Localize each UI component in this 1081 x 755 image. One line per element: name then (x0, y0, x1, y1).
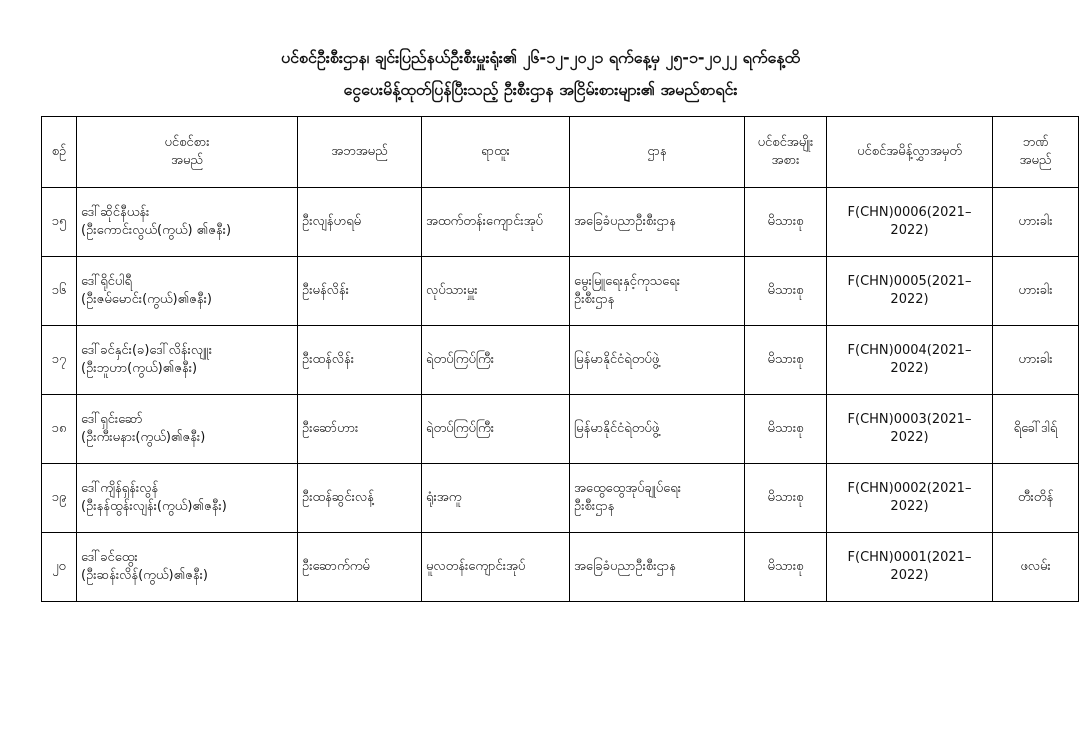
cell-father-name: ဦးထန်လိန်း (298, 326, 422, 395)
table-row (42, 326, 1079, 395)
cell-pension-type: မိသားစု (745, 464, 827, 533)
cell-bank-name: ဟားခါး (993, 188, 1079, 257)
cell-serial: ၁၉ (42, 464, 77, 533)
cell-bank-name: ရိခေါ်ဒါရ် (993, 395, 1079, 464)
cell-position: မူလတန်းကျောင်းအုပ် (422, 533, 570, 602)
cell-pensioner-name: ဒေါ်ခင်ထွေး (ဦးဆန်းလိန်(ကွယ်)၏ဇနီး) (77, 533, 298, 602)
cell-position: ရဲတပ်ကြပ်ကြီး (422, 326, 570, 395)
cell-father-name: ဦးမန်လိန်း (298, 257, 422, 326)
header-pension-order-no: ပင်စင်အမိန့်လွှာအမှတ် (827, 117, 993, 188)
cell-bank-name: ဖလမ်း (993, 533, 1079, 602)
cell-father-name: ဦးထန်ဆွင်းလန့် (298, 464, 422, 533)
header-pensioner-name: ပင်စင်စား အမည် (77, 117, 298, 188)
cell-pension-type: မိသားစု (745, 533, 827, 602)
cell-position: ရုံးအကူ (422, 464, 570, 533)
cell-pension-order-no: F(CHN)0002(2021–2022) (827, 464, 993, 533)
cell-serial: ၁၅ (42, 188, 77, 257)
cell-bank-name: ဟားခါး (993, 257, 1079, 326)
cell-serial: ၁၆ (42, 257, 77, 326)
cell-department: မြန်မာနိုင်ငံရဲတပ်ဖွဲ့ (570, 395, 745, 464)
table-row (42, 533, 1079, 602)
cell-position: အထက်တန်းကျောင်းအုပ် (422, 188, 570, 257)
cell-serial: ၂၀ (42, 533, 77, 602)
header-bank-name: ဘဏ် အမည် (993, 117, 1079, 188)
cell-department: မွေးမြူရေးနှင့်ကုသရေး ဦးစီးဌာန (570, 257, 745, 326)
pensioner-table (41, 116, 1079, 602)
cell-position: လုပ်သားမှူး (422, 257, 570, 326)
cell-position: ရဲတပ်ကြပ်ကြီး (422, 395, 570, 464)
table-row (42, 188, 1079, 257)
cell-department: အထွေထွေအုပ်ချုပ်ရေး ဦးစီးဌာန (570, 464, 745, 533)
header-position: ရာထူး (422, 117, 570, 188)
cell-serial: ၁၇ (42, 326, 77, 395)
cell-pensioner-name: ဒေါ်ဆိုင်နီယန်း (ဦးကောင်းလွယ်(ကွယ်) ၏ဇနီး) (77, 188, 298, 257)
cell-pension-order-no: F(CHN)0005(2021–2022) (827, 257, 993, 326)
cell-father-name: ဦးဆောက်ကမ် (298, 533, 422, 602)
document-title-line-1: ပင်စင်ဦးစီးဌာန၊ ချင်းပြည်နယ်ဦးစီးမှူးရုံး၏ ၂၆-၁၂-၂၀၂၁ ရက်နေ့မှ ၂၅-၁-၂၀၂၂ ရက်နေ့ထိ (281, 48, 800, 67)
header-department: ဌာန (570, 117, 745, 188)
cell-pension-order-no: F(CHN)0004(2021–2022) (827, 326, 993, 395)
cell-pensioner-name: ဒေါ်ခင်နှင်း(ခ)ဒေါ်လိန်းလျူး (ဦးဘူဟာ(ကွယ်)၏ဇနီး) (77, 326, 298, 395)
cell-serial: ၁၈ (42, 395, 77, 464)
cell-pension-order-no: F(CHN)0003(2021–2022) (827, 395, 993, 464)
cell-bank-name: တီးတိန် (993, 464, 1079, 533)
table-header-row (42, 117, 1079, 188)
document-title-line-2: ငွေပေးမိန့်ထုတ်ပြန်ပြီးသည့် ဦးစီးဌာန အငြိမ်းစားများ၏ အမည်စာရင်း (343, 80, 738, 99)
cell-pension-type: မိသားစု (745, 188, 827, 257)
cell-pensioner-name: ဒေါ်ရိုင်ပါရီ (ဦးဇမ်မောင်း(ကွယ်)၏ဇနီး) (77, 257, 298, 326)
table-row (42, 464, 1079, 533)
table-row (42, 257, 1079, 326)
cell-pensioner-name: ဒေါ်ကျိန်ရှန်းလွန် (ဦးနန်ထွန်းလျန်း(ကွယ်)၏ဇနီး) (77, 464, 298, 533)
cell-department: အခြေခံပညာဦးစီးဌာန (570, 533, 745, 602)
header-father-name: အဘအမည် (298, 117, 422, 188)
cell-pension-order-no: F(CHN)0001(2021–2022) (827, 533, 993, 602)
header-pension-type: ပင်စင်အမျိုး အစား (745, 117, 827, 188)
cell-pension-type: မိသားစု (745, 395, 827, 464)
table-row (42, 395, 1079, 464)
cell-pension-order-no: F(CHN)0006(2021–2022) (827, 188, 993, 257)
cell-department: အခြေခံပညာဦးစီးဌာန (570, 188, 745, 257)
cell-department: မြန်မာနိုင်ငံရဲတပ်ဖွဲ့ (570, 326, 745, 395)
cell-father-name: ဦးလျန်ဟရမ် (298, 188, 422, 257)
cell-pension-type: မိသားစု (745, 326, 827, 395)
cell-pension-type: မိသားစု (745, 257, 827, 326)
cell-father-name: ဦးဆော်ဟား (298, 395, 422, 464)
cell-bank-name: ဟားခါး (993, 326, 1079, 395)
header-serial: စဉ် (42, 117, 77, 188)
cell-pensioner-name: ဒေါ်ရှင်းဆော် (ဦးကီးမနား(ကွယ်)၏ဇနီး) (77, 395, 298, 464)
